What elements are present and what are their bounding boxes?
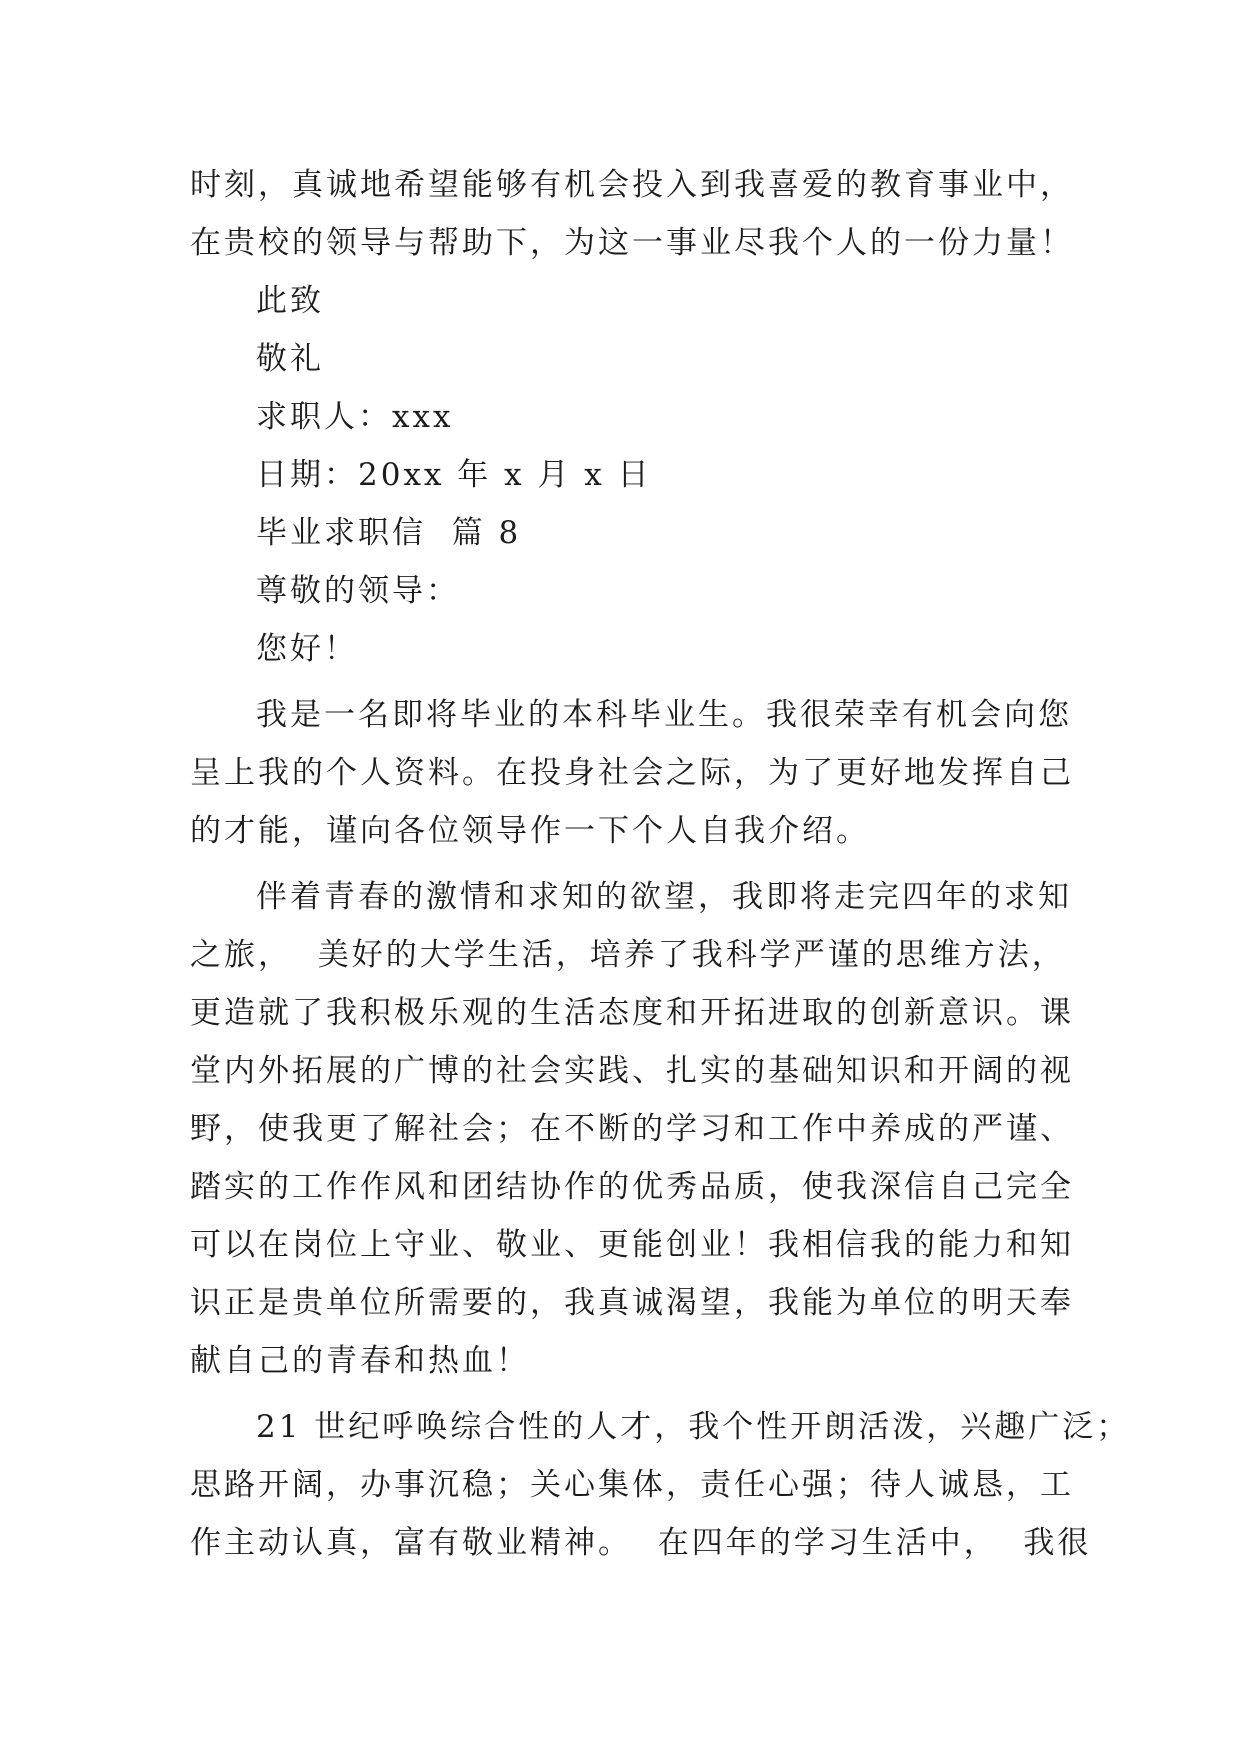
letter-body — [190, 156, 1131, 1572]
paragraph-line: 献自己的青春和热血！ — [190, 1343, 530, 1379]
paragraph-line: 踏实的工作作风和团结协作的优秀品质，使我深信自己完全 — [190, 1169, 1074, 1205]
paragraph-line: 作主动认真，富有敬业精神。 在四年的学习生活中， 我很 — [190, 1525, 1092, 1561]
closing-salutation: 此致 — [256, 283, 324, 319]
paragraph-line: 识正是贵单位所需要的，我真诚渴望，我能为单位的明天奉 — [190, 1285, 1074, 1321]
greeting-hello: 您好！ — [256, 631, 358, 667]
paragraph-line: 我是一名即将毕业的本科毕业生。我很荣幸有机会向您 — [256, 697, 1072, 733]
letter-date: 日期：20xx 年 x 月 x 日 — [256, 457, 652, 493]
paragraph-line: 伴着青春的激情和求知的欲望，我即将走完四年的求知 — [256, 879, 1072, 915]
paragraph-line: 可以在岗位上守业、敬业、更能创业！我相信我的能力和知 — [190, 1227, 1074, 1263]
paragraph-line: 的才能，谨向各位领导作一下个人自我介绍。 — [190, 813, 870, 849]
applicant-signature: 求职人：xxx — [256, 399, 454, 435]
greeting-addressee: 尊敬的领导： — [256, 573, 460, 609]
paragraph-line: 堂内外拓展的广博的社会实践、扎实的基础知识和开阔的视 — [190, 1053, 1074, 1089]
paragraph-line: 野，使我更了解社会；在不断的学习和工作中养成的严谨、 — [190, 1111, 1074, 1147]
paragraph-line: 思路开阔，办事沉稳；关心集体，责任心强；待人诚恳，工 — [190, 1467, 1074, 1503]
closing-regards: 敬礼 — [256, 341, 324, 377]
paragraph-line: 21 世纪呼唤综合性的人才，我个性开朗活泼，兴趣广泛； — [256, 1409, 1131, 1445]
section-title: 毕业求职信 篇 8 — [256, 515, 522, 551]
body-line: 在贵校的领导与帮助下，为这一事业尽我个人的一份力量！ — [190, 225, 1074, 261]
paragraph-line: 之旅， 美好的大学生活，培养了我科学严谨的思维方法， — [190, 937, 1066, 973]
paragraph-line: 呈上我的个人资料。在投身社会之际，为了更好地发挥自己 — [190, 755, 1074, 791]
body-line: 时刻，真诚地希望能够有机会投入到我喜爱的教育事业中， — [190, 167, 1074, 203]
paragraph-line: 更造就了我积极乐观的生活态度和开拓进取的创新意识。课 — [190, 995, 1074, 1031]
